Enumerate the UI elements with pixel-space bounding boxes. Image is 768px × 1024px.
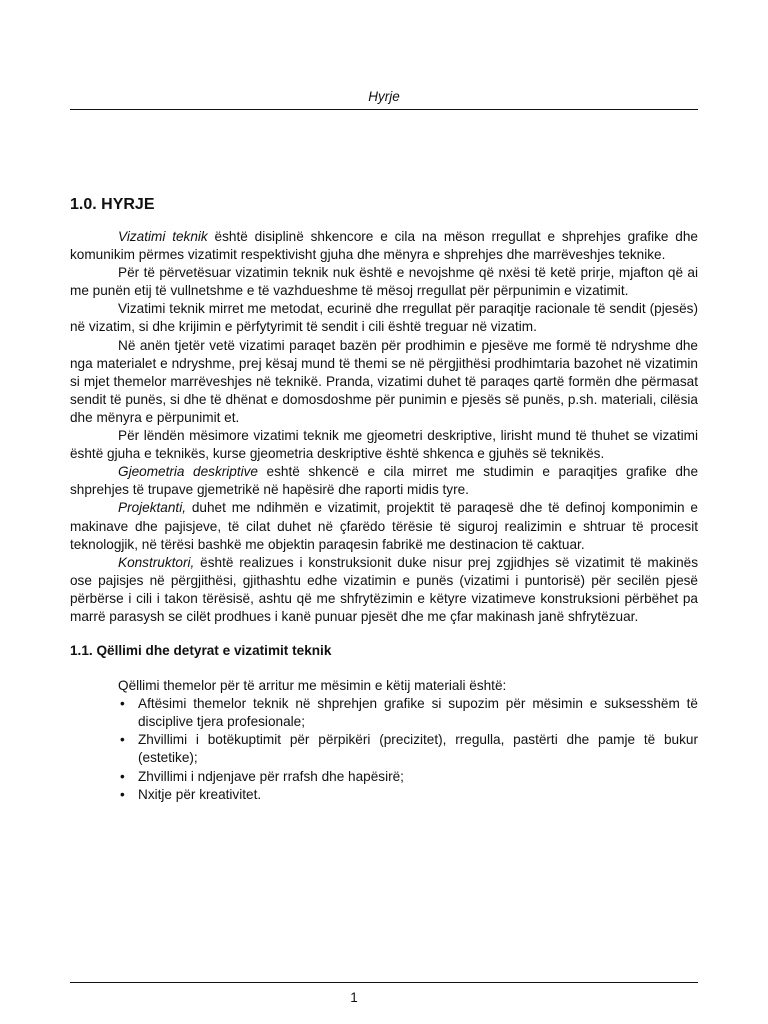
- paragraph-lead-term: Projektanti,: [118, 500, 187, 516]
- page-content: [70, 195, 698, 804]
- paragraph: [70, 228, 698, 264]
- paragraph-lead-term: Vizatimi teknik: [118, 229, 208, 244]
- section-title: 1.0. HYRJE: [70, 196, 155, 213]
- page-number: 1: [350, 990, 358, 1005]
- paragraph: [70, 463, 698, 499]
- paragraph: [70, 300, 698, 336]
- paragraph-lead-term: Konstruktori,: [118, 554, 195, 570]
- list-item: • Nxitje për kreativitet.: [118, 786, 698, 804]
- goals-list: [70, 695, 698, 804]
- footer-divider: [70, 982, 698, 983]
- paragraph-lead-term: Gjeometria deskriptive: [118, 464, 258, 480]
- paragraph: [70, 554, 698, 626]
- paragraph: [70, 499, 698, 553]
- paragraph-text: Vizatimi teknik mirret me metodat, ecurinë dhe rregullat për paraqitje racionale të sendit (pjesës) në vizatim, si dhe krijimin e përfytyrimit të sendit i cili është treguar në vizatim.: [70, 301, 698, 335]
- header-divider: [70, 109, 698, 110]
- paragraph: [70, 337, 698, 427]
- subsection-intro: Qëllimi themelor për të arritur me mësimin e këtij materiali është:: [118, 678, 507, 694]
- paragraph-text: eshtë shkencë e cila mirret me studimin e paraqitjes grafike dhe shprehjes të trupave gjemetrikë në hapësirë dhe raporti midis tyre.: [70, 464, 699, 498]
- paragraph-text: duhet me ndihmën e vizatimit, projektit të paraqesë dhe të definoj komponimin e makinave dhe pajisjeve, të cilat duhet në çfarëdo tërësie të siguroj realizimin e shtruar të procesit teknologjik, në tërësi bashkë me objektin paraqesin fabrikë me destinacion të caktuar.: [70, 500, 698, 552]
- subsection-title: 1.1. Qëllimi dhe detyrat e vizatimit teknik: [70, 643, 332, 659]
- paragraph-text: Në anën tjetër vetë vizatimi paraqet bazën për prodhimin e pjesëve me formë të ndryshme dhe nga materialet e ndryshme, prej kësaj mund të themi se në përgjithësi prodhimtaria bazohet në vizatimin si mjet themelor marrëveshjes në teknikë. Pranda, vizatimi duhet të paraqes qartë formën dhe përmasat sendit të punës, si dhe të dhënat e domosdoshme për punimin e pjesës së punës, p.sh. materiali, cilësia dhe mënyra e përpunimit et.: [70, 337, 698, 425]
- paragraph-text: Për të përvetësuar vizatimin teknik nuk është e nevojshme që nxësi të ketë prirje, mjafton që ai me punën etij të vullnetshme e të vazhdueshme të mësoj rregullat për përpunimin e vizatimit.: [70, 265, 698, 299]
- paragraph: [70, 427, 698, 463]
- paragraph-text: Për lëndën mësimore vizatimi teknik me gjeometri deskriptive, lirisht mund të thuhet se vizatimi është gjuha e teknikës, kurse gjeometria deskriptive është shkenca e gjuhës së teknikës.: [70, 428, 698, 462]
- paragraph: [70, 264, 698, 300]
- paragraph-text: është disiplinë shkencore e cila na mëson rregullat e shprehjes grafike dhe komunikim përmes vizatimit respektivisht gjuha dhe mënyra e shprehjes dhe marrëveshjes teknike.: [70, 229, 698, 263]
- paragraph-text: është realizues i konstruksionit duke nisur prej zgjidhjes së vizatimit të makinës ose pajisjes në përgjithësi, gjithashtu edhe vizatimin e punës (vizatimi i puntorisë) për secilën pjesë përbërse i cili i takon tërësisë, ashtu që me shfrytëzimin e këtyre vizatimeve konstruksioni përbëhet pa marrë parasysh se cilët prodhues i kanë punuar pjesët dhe me çfar makinash janë shfrytëzuar.: [70, 554, 698, 624]
- list-item: • Zhvillimi i botëkuptimit për përpikëri (precizitet), rregulla, pastërti dhe pamje të bukur (estetike);: [118, 731, 698, 767]
- running-header: Hyrje: [368, 89, 400, 104]
- list-item: • Zhvillimi i ndjenjave për rrafsh dhe hapësirë;: [118, 768, 698, 786]
- list-item: • Aftësimi themelor teknik në shprehjen grafike si supozim për mësimin e suksesshëm të disciplive tjera profesionale;: [118, 695, 698, 731]
